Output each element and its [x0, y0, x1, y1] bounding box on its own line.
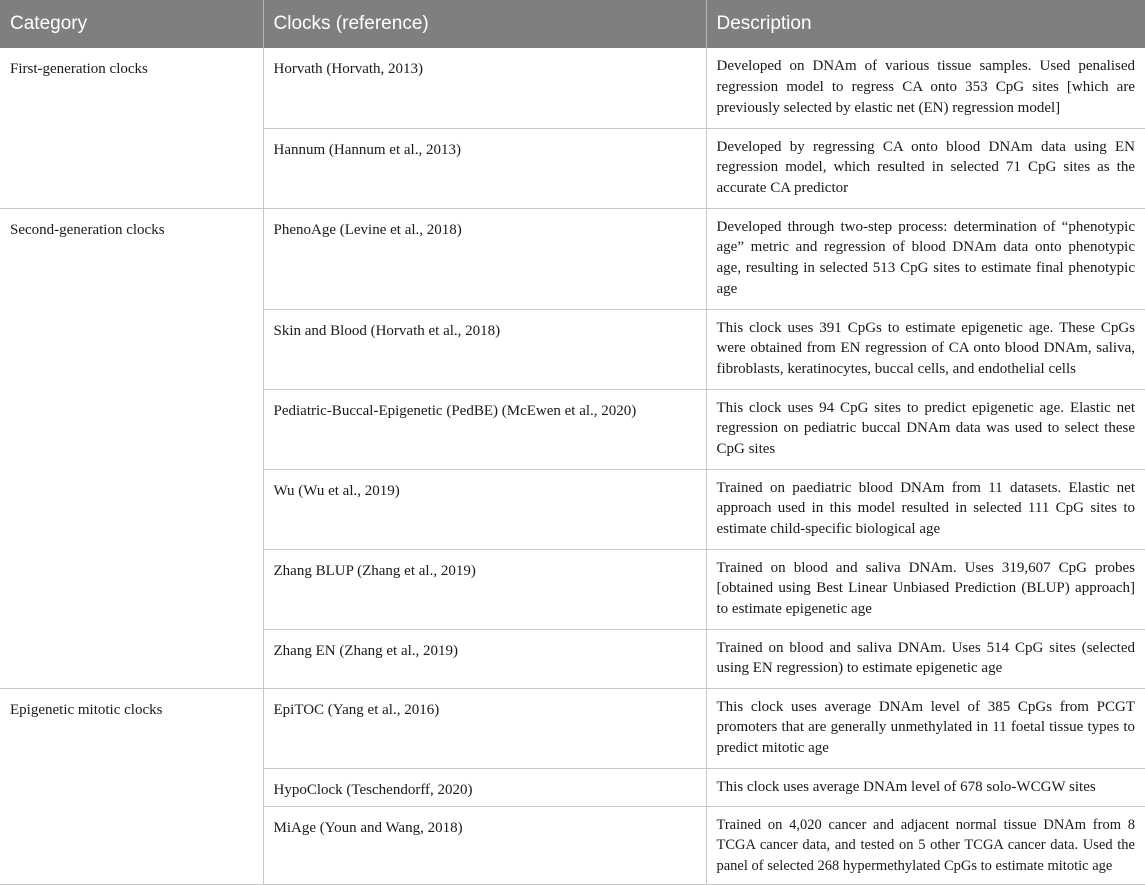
clock-cell: HypoClock (Teschendorff, 2020): [263, 768, 706, 806]
category-cell: First-generation clocks: [0, 48, 263, 208]
clock-cell: EpiTOC (Yang et al., 2016): [263, 688, 706, 768]
description-cell: Developed by regressing CA onto blood DNAm data using EN regression model, which resulted in selected 71 CpG sites as the accurate CA predictor: [706, 128, 1145, 208]
table-row: [0, 208, 1145, 309]
description-cell: This clock uses 94 CpG sites to predict epigenetic age. Elastic net regression on pediatric buccal DNAm data was used to select these CpG sites: [706, 389, 1145, 469]
clock-cell: Skin and Blood (Horvath et al., 2018): [263, 309, 706, 389]
description-cell: Developed on DNAm of various tissue samples. Used penalised regression model to regress CA onto 353 CpG sites [which are previously selected by elastic net (EN) regression model]: [706, 48, 1145, 128]
clock-cell: Horvath (Horvath, 2013): [263, 48, 706, 128]
description-cell: This clock uses average DNAm level of 385 CpGs from PCGT promoters that are generally unmethylated in 11 foetal tissue types to predict mitotic age: [706, 688, 1145, 768]
clock-cell: Zhang BLUP (Zhang et al., 2019): [263, 549, 706, 629]
category-cell: Second-generation clocks: [0, 208, 263, 688]
clock-cell: Wu (Wu et al., 2019): [263, 469, 706, 549]
clock-cell: MiAge (Youn and Wang, 2018): [263, 806, 706, 885]
header-row: [0, 0, 1145, 48]
description-cell: This clock uses average DNAm level of 678 solo-WCGW sites: [706, 768, 1145, 806]
description-cell: Trained on blood and saliva DNAm. Uses 319,607 CpG probes [obtained using Best Linear Unbiased Prediction (BLUP) approach] to estimate epigenetic age: [706, 549, 1145, 629]
header-clocks: Clocks (reference): [263, 0, 706, 48]
description-cell: Trained on blood and saliva DNAm. Uses 514 CpG sites (selected using EN regression) to estimate epigenetic age: [706, 629, 1145, 688]
clock-cell: Zhang EN (Zhang et al., 2019): [263, 629, 706, 688]
table-row: [0, 688, 1145, 768]
description-cell: This clock uses 391 CpGs to estimate epigenetic age. These CpGs were obtained from EN regression of CA onto blood DNAm, saliva, fibroblasts, keratinocytes, buccal cells, and endothelial cells: [706, 309, 1145, 389]
clock-cell: Pediatric-Buccal-Epigenetic (PedBE) (McEwen et al., 2020): [263, 389, 706, 469]
clock-cell: Hannum (Hannum et al., 2013): [263, 128, 706, 208]
category-cell: Epigenetic mitotic clocks: [0, 688, 263, 885]
description-cell: Developed through two-step process: determination of “phenotypic age” metric and regression of blood DNAm data onto phenotypic age, resulting in selected 513 CpG sites to estimate final phenotypic age: [706, 208, 1145, 309]
header-category: Category: [0, 0, 263, 48]
header-description: Description: [706, 0, 1145, 48]
description-cell: Trained on 4,020 cancer and adjacent normal tissue DNAm from 8 TCGA cancer data, and tested on 5 other TCGA cancer data. Used the panel of selected 268 hypermethylated CpGs to estimate mitotic age: [706, 806, 1145, 885]
clock-cell: PhenoAge (Levine et al., 2018): [263, 208, 706, 309]
description-cell: Trained on paediatric blood DNAm from 11 datasets. Elastic net approach used in this model resulted in selected 111 CpG sites to estimate child-specific biological age: [706, 469, 1145, 549]
table-row: [0, 48, 1145, 128]
